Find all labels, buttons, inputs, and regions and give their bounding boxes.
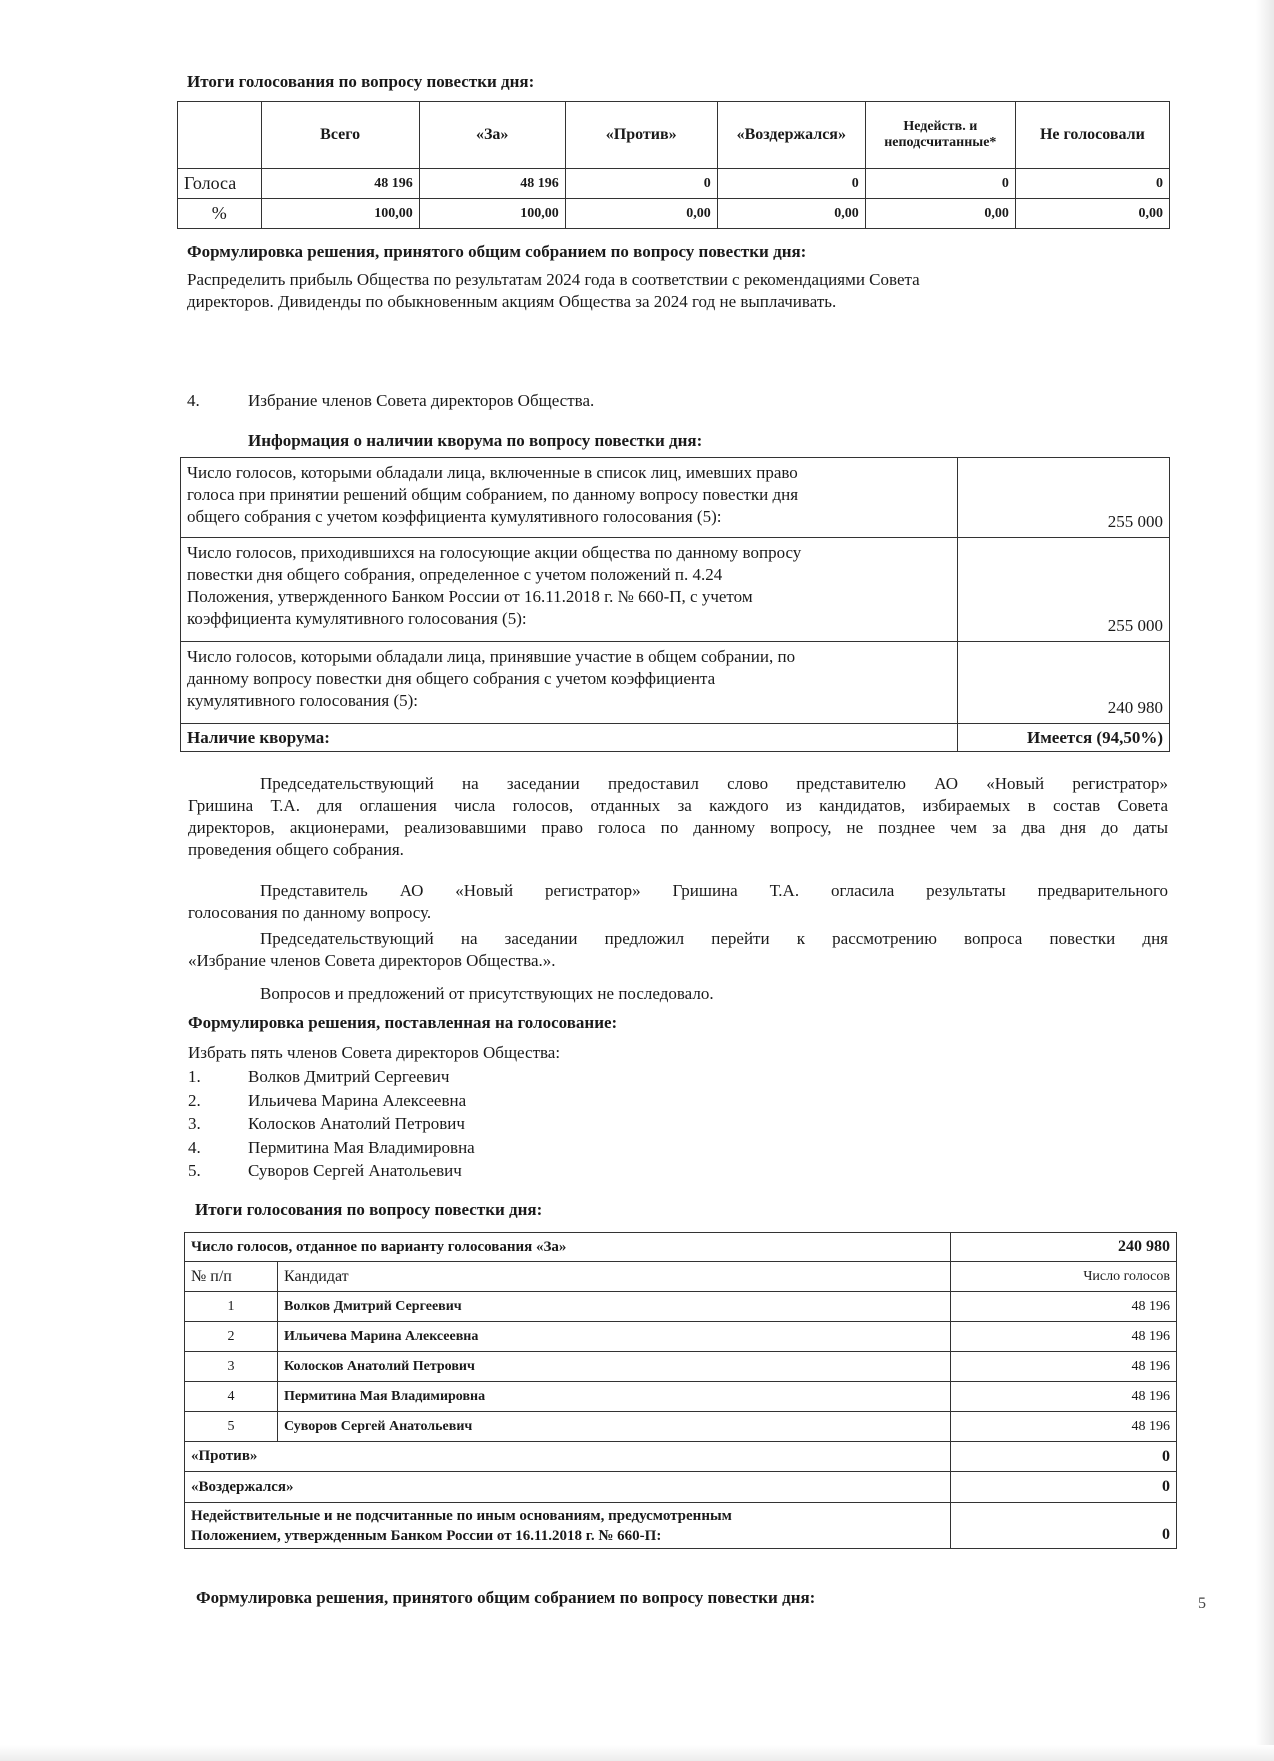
vote2-col-candidate: Кандидат xyxy=(278,1262,951,1292)
vote2-abstain-row xyxy=(185,1472,1177,1503)
paragraph-3 xyxy=(188,928,1168,972)
item4-number: 4. xyxy=(187,391,200,410)
vote2-row-num: 2 xyxy=(185,1322,278,1352)
vote2-row-name: Волков Дмитрий Сергеевич xyxy=(278,1292,951,1322)
vote1-row-votes xyxy=(178,169,1170,199)
vote2-header-row xyxy=(185,1262,1177,1292)
vote1-row-label: % xyxy=(178,199,262,229)
proposal-intro: Избрать пять членов Совета директоров Общества: xyxy=(188,1043,561,1062)
quorum-row-value: 240 980 xyxy=(958,642,1170,724)
candidate-name: Ильичева Марина Алексеевна xyxy=(248,1090,467,1110)
vote2-row-num: 1 xyxy=(185,1292,278,1322)
quorum-line: Число голосов, которыми обладали лица, включенные в список лиц, имевших право xyxy=(187,463,798,482)
quorum-line: голоса при принятии решений общим собранием, по данному вопросу повестки дня xyxy=(187,485,799,504)
vote2-invalid-line: Недействительные и не подсчитанные по иным основаниям, предусмотренным xyxy=(191,1507,732,1524)
vote2-row-votes: 48 196 xyxy=(951,1382,1177,1412)
paragraph-2 xyxy=(188,880,1168,924)
vote1-cell: 0,00 xyxy=(1015,199,1169,229)
candidate-number: 3. xyxy=(188,1114,201,1133)
proposal-heading: Формулировка решения, поставленная на голосование: xyxy=(188,1013,618,1032)
paragraph-line: Председательствующий на заседании предложил перейти к рассмотрению вопроса повестки дня xyxy=(260,929,1168,948)
vote1-cell: 0,00 xyxy=(865,199,1015,229)
page-edge-bottom xyxy=(0,1745,1274,1761)
vote2-row-num: 5 xyxy=(185,1412,278,1442)
vote1-table xyxy=(177,101,1170,229)
decision1-text xyxy=(187,269,1177,313)
candidate-number: 5. xyxy=(188,1161,201,1180)
quorum-row-label xyxy=(181,538,958,642)
vote1-header-empty xyxy=(178,102,262,169)
candidate-list-item xyxy=(188,1136,475,1160)
candidate-list-item xyxy=(188,1089,475,1113)
vote2-invalid-value: 0 xyxy=(951,1503,1177,1549)
quorum-row xyxy=(181,642,1170,724)
vote1-cell: 48 196 xyxy=(419,169,565,199)
vote1-row-percent xyxy=(178,199,1170,229)
vote2-for-row xyxy=(185,1233,1177,1262)
vote1-header-abstain: «Воздержался» xyxy=(717,102,865,169)
vote2-row-num: 3 xyxy=(185,1352,278,1382)
vote2-against-value: 0 xyxy=(951,1442,1177,1472)
quorum-row-label xyxy=(181,642,958,724)
quorum-row xyxy=(181,538,1170,642)
paragraph-4: Вопросов и предложений от присутствующих не последовало. xyxy=(260,984,714,1003)
vote2-row-name: Суворов Сергей Анатольевич xyxy=(278,1412,951,1442)
vote1-header-invalid: Недейств. и неподсчитанные* xyxy=(865,102,1015,169)
quorum-line: коэффициента кумулятивного голосования (5): xyxy=(187,609,527,628)
vote1-cell: 0 xyxy=(717,169,865,199)
quorum-line: Число голосов, приходившихся на голосующие акции общества по данному вопросу xyxy=(187,543,802,562)
vote1-cell: 0 xyxy=(565,169,717,199)
quorum-line: общего собрания с учетом коэффициента кумулятивного голосования (5): xyxy=(187,507,722,526)
vote1-cell: 0,00 xyxy=(565,199,717,229)
vote2-table xyxy=(184,1232,1177,1549)
quorum-line: кумулятивного голосования (5): xyxy=(187,691,418,710)
candidate-list-item xyxy=(188,1065,475,1089)
candidate-list xyxy=(188,1065,475,1183)
candidate-number: 2. xyxy=(188,1090,201,1110)
quorum-heading: Информация о наличии кворума по вопросу повестки дня: xyxy=(248,431,703,450)
vote1-row-label: Голоса xyxy=(178,169,262,199)
quorum-presence-value: Имеется (94,50%) xyxy=(958,724,1170,752)
candidate-name: Суворов Сергей Анатольевич xyxy=(248,1161,462,1180)
table-row xyxy=(185,1292,1177,1322)
quorum-presence-row xyxy=(181,724,1170,752)
vote2-row-name: Пермитина Мая Владимировна xyxy=(278,1382,951,1412)
vote2-against-row xyxy=(185,1442,1177,1472)
vote1-header-not-voted: Не голосовали xyxy=(1015,102,1169,169)
quorum-row-label xyxy=(181,458,958,538)
item4-title: Избрание членов Совета директоров Общества. xyxy=(248,391,595,410)
quorum-row-value: 255 000 xyxy=(958,458,1170,538)
vote2-row-name: Колосков Анатолий Петрович xyxy=(278,1352,951,1382)
candidate-list-item xyxy=(188,1159,475,1183)
paragraph-line: голосования по данному вопросу. xyxy=(188,903,432,922)
table-row xyxy=(185,1322,1177,1352)
vote2-invalid-row xyxy=(185,1503,1177,1549)
paragraph-line: директоров, акционерами, реализовавшими право голоса по данному вопросу, не позднее чем за два дня до даты xyxy=(188,818,1168,837)
vote1-header-total: Всего xyxy=(261,102,419,169)
candidate-number: 4. xyxy=(188,1137,201,1157)
vote2-for-value: 240 980 xyxy=(951,1233,1177,1262)
quorum-row xyxy=(181,458,1170,538)
quorum-line: повестки дня общего собрания, определенное с учетом положений п. 4.24 xyxy=(187,565,723,584)
vote1-header-for: «За» xyxy=(419,102,565,169)
paragraph-line: Гришина Т.А. для оглашения числа голосов, отданных за каждого из кандидатов, избираемых в состав Совета xyxy=(188,796,1168,815)
vote2-for-label: Число голосов, отданное по варианту голосования «За» xyxy=(185,1233,951,1262)
paragraph-line: проведения общего собрания. xyxy=(188,840,404,859)
vote2-row-votes: 48 196 xyxy=(951,1412,1177,1442)
quorum-line: данному вопросу повестки дня общего собрания с учетом коэффициента xyxy=(187,669,716,688)
decision2-heading: Формулировка решения, принятого общим собранием по вопросу повестки дня: xyxy=(196,1588,816,1607)
table-row xyxy=(185,1382,1177,1412)
paragraph-line: «Избрание членов Совета директоров Общества.». xyxy=(188,951,556,970)
vote1-cell: 48 196 xyxy=(261,169,419,199)
vote2-abstain-label: «Воздержался» xyxy=(185,1472,951,1503)
vote2-col-votes: Число голосов xyxy=(951,1262,1177,1292)
vote1-cell: 0 xyxy=(865,169,1015,199)
candidate-name: Волков Дмитрий Сергеевич xyxy=(248,1067,450,1086)
vote2-row-num: 4 xyxy=(185,1382,278,1412)
page-edge-right xyxy=(1256,0,1274,1761)
table-row xyxy=(185,1412,1177,1442)
vote2-heading: Итоги голосования по вопросу повестки дня: xyxy=(195,1200,543,1219)
quorum-table xyxy=(180,457,1170,752)
vote2-row-votes: 48 196 xyxy=(951,1292,1177,1322)
quorum-line: Положения, утвержденного Банком России от 16.11.2018 г. № 660-П, с учетом xyxy=(187,587,753,606)
vote2-row-name: Ильичева Марина Алексеевна xyxy=(278,1322,951,1352)
paragraph-1 xyxy=(188,773,1168,861)
vote1-heading: Итоги голосования по вопросу повестки дня: xyxy=(187,72,535,91)
paragraph-line: Представитель АО «Новый регистратор» Гришина Т.А. огласила результаты предварительного xyxy=(260,881,1168,900)
quorum-row-value: 255 000 xyxy=(958,538,1170,642)
candidate-name: Колосков Анатолий Петрович xyxy=(248,1114,465,1133)
vote1-header-against: «Против» xyxy=(565,102,717,169)
decision1-line: директоров. Дивиденды по обыкновенным акциям Общества за 2024 год не выплачивать. xyxy=(187,292,837,311)
vote2-row-votes: 48 196 xyxy=(951,1322,1177,1352)
vote2-invalid-line: Положением, утвержденным Банком России от 16.11.2018 г. № 660-П: xyxy=(191,1527,662,1544)
vote1-cell: 100,00 xyxy=(261,199,419,229)
vote2-against-label: «Против» xyxy=(185,1442,951,1472)
vote2-invalid-label xyxy=(185,1503,951,1549)
table-row xyxy=(185,1352,1177,1382)
vote1-cell: 0,00 xyxy=(717,199,865,229)
candidate-number: 1. xyxy=(188,1067,201,1086)
vote2-row-votes: 48 196 xyxy=(951,1352,1177,1382)
quorum-line: Число голосов, которыми обладали лица, принявшие участие в общем собрании, по xyxy=(187,647,796,666)
decision1-heading: Формулировка решения, принятого общим собранием по вопросу повестки дня: xyxy=(187,242,807,261)
paragraph-line: Председательствующий на заседании предоставил слово представителю АО «Новый регистратор» xyxy=(260,774,1168,793)
vote2-abstain-value: 0 xyxy=(951,1472,1177,1503)
vote1-cell: 100,00 xyxy=(419,199,565,229)
quorum-presence-label: Наличие кворума: xyxy=(181,724,958,752)
vote2-col-num: № п/п xyxy=(185,1262,278,1292)
decision1-line: Распределить прибыль Общества по результатам 2024 года в соответствии с рекомендациями Совета xyxy=(187,270,920,289)
candidate-list-item xyxy=(188,1112,475,1136)
candidate-name: Пермитина Мая Владимировна xyxy=(248,1137,475,1157)
vote1-cell: 0 xyxy=(1015,169,1169,199)
page-number: 5 xyxy=(1198,1595,1206,1612)
